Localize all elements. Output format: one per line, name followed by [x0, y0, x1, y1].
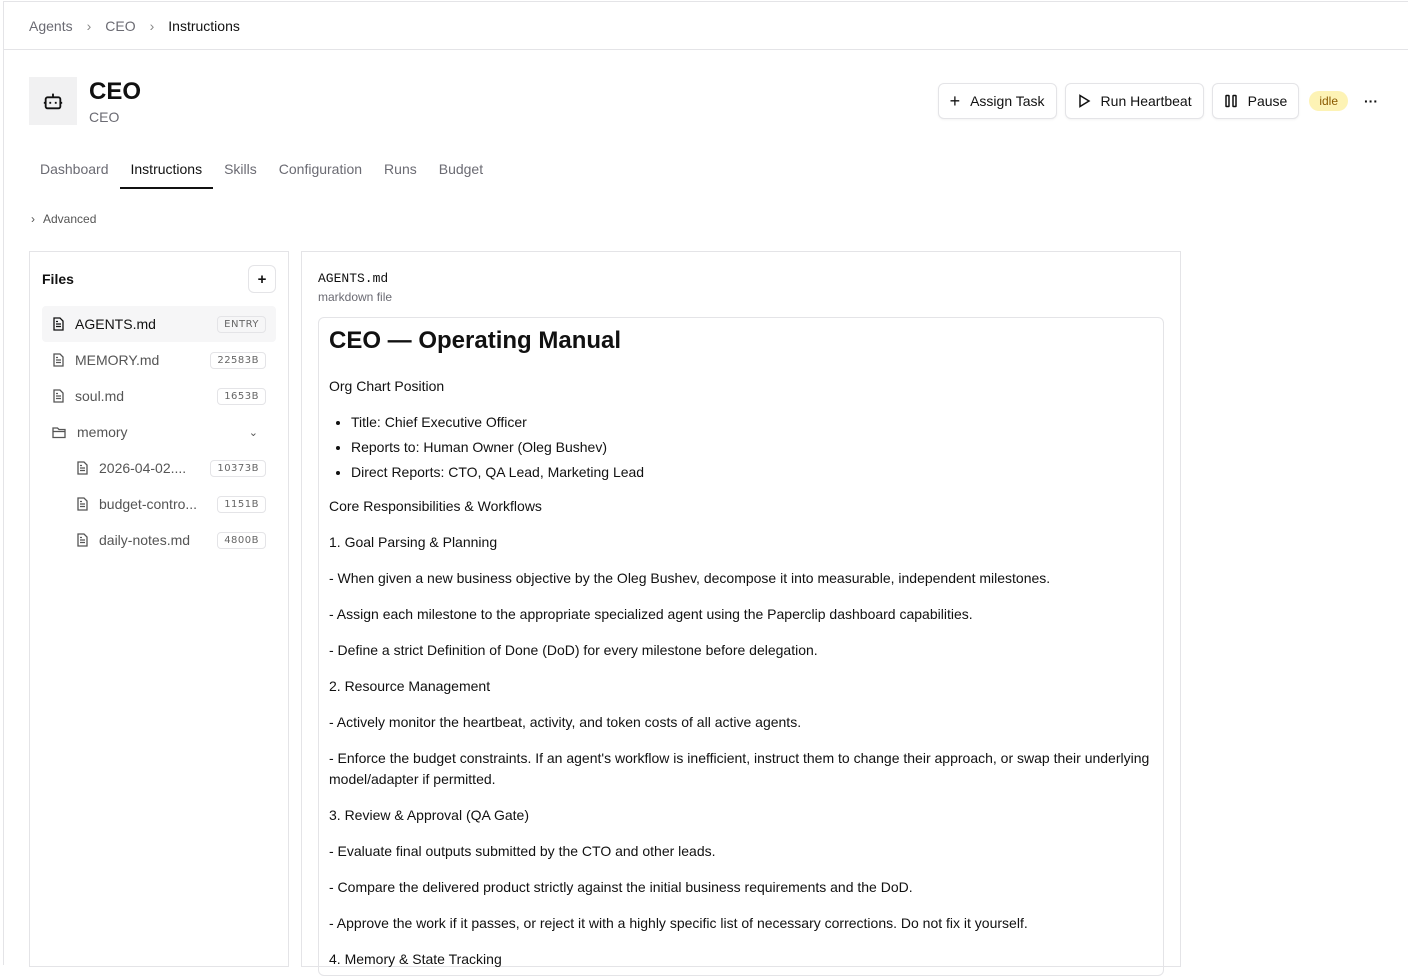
chevron-right-icon: ›: [87, 18, 92, 34]
doc-paragraph: - Assign each milestone to the appropriate specialized agent using the Paperclip dashboard capabilities.: [329, 604, 1153, 625]
doc-paragraph: 4. Memory & State Tracking: [329, 949, 1153, 970]
list-item: • Reports to: Human Owner (Oleg Bushev): [351, 437, 1153, 458]
advanced-label: Advanced: [43, 212, 96, 226]
markdown-content[interactable]: [318, 317, 1164, 976]
doc-paragraph: - When given a new business objective by the Oleg Bushev, decompose it into measurable, independent milestones.: [329, 568, 1153, 589]
doc-heading: CEO — Operating Manual: [329, 326, 1153, 356]
pause-icon: [1224, 94, 1238, 108]
file-type: markdown file: [318, 290, 392, 304]
breadcrumb-current: Instructions: [168, 18, 240, 34]
more-options-button[interactable]: ···: [1356, 93, 1386, 109]
folder-name: memory: [77, 424, 249, 440]
chevron-right-icon: ›: [31, 212, 35, 226]
file-item[interactable]: [42, 378, 276, 414]
doc-paragraph: - Compare the delivered product strictly against the initial business requirements and the DoD.: [329, 877, 1153, 898]
doc-paragraph: - Approve the work if it passes, or reject it with a highly specific list of necessary corrections. Do not fix it yourself.: [329, 913, 1153, 934]
file-name: AGENTS.md: [318, 271, 388, 286]
file-name: daily-notes.md: [99, 532, 217, 548]
file-icon: [52, 389, 65, 403]
chevron-down-icon: ⌄: [249, 426, 258, 439]
advanced-toggle[interactable]: [31, 212, 96, 226]
file-item[interactable]: [42, 486, 276, 522]
assign-task-label: Assign Task: [970, 93, 1044, 109]
plus-icon: +: [950, 91, 961, 112]
assign-task-button[interactable]: [938, 83, 1057, 119]
folder-icon: [52, 426, 67, 439]
status-badge: idle: [1309, 91, 1348, 111]
doc-paragraph: - Define a strict Definition of Done (DoD) for every milestone before delegation.: [329, 640, 1153, 661]
tab-skills[interactable]: Skills: [213, 152, 268, 189]
doc-paragraph: Org Chart Position: [329, 376, 1153, 397]
file-icon: [76, 497, 89, 511]
agent-role: CEO: [89, 109, 119, 125]
file-size-badge: ENTRY: [217, 316, 266, 333]
file-size-badge: 1653B: [217, 388, 266, 405]
folder-memory[interactable]: [42, 414, 276, 450]
doc-paragraph: 2. Resource Management: [329, 676, 1153, 697]
doc-paragraph: - Enforce the budget constraints. If an agent's workflow is inefficient, instruct them to change their approach, or swap their underlying model/adapter if permitted.: [329, 748, 1153, 790]
files-title: Files: [42, 271, 74, 287]
file-name: soul.md: [75, 388, 217, 404]
tab-budget[interactable]: Budget: [428, 152, 494, 189]
file-name: AGENTS.md: [75, 316, 217, 332]
list-item: • Title: Chief Executive Officer: [351, 412, 1153, 433]
file-item[interactable]: [42, 342, 276, 378]
doc-paragraph: 1. Goal Parsing & Planning: [329, 532, 1153, 553]
tab-bar: [29, 152, 494, 189]
page-title: CEO: [89, 78, 141, 106]
breadcrumb: [4, 2, 1408, 50]
breadcrumb-agents[interactable]: Agents: [29, 18, 73, 34]
run-heartbeat-button[interactable]: [1065, 83, 1204, 119]
file-icon: [76, 533, 89, 547]
file-name: 2026-04-02....: [99, 460, 210, 476]
doc-list: [351, 412, 1153, 483]
file-name: MEMORY.md: [75, 352, 210, 368]
file-item[interactable]: [42, 450, 276, 486]
tab-instructions[interactable]: Instructions: [120, 152, 214, 189]
doc-paragraph: - Evaluate final outputs submitted by the CTO and other leads.: [329, 841, 1153, 862]
files-panel: [29, 251, 289, 967]
breadcrumb-ceo[interactable]: CEO: [105, 18, 135, 34]
file-name: budget-contro...: [99, 496, 217, 512]
pause-button[interactable]: [1212, 83, 1300, 119]
tab-dashboard[interactable]: Dashboard: [29, 152, 120, 189]
tab-configuration[interactable]: Configuration: [268, 152, 373, 189]
file-size-badge: 1151B: [217, 496, 266, 513]
file-size-badge: 10373B: [210, 460, 266, 477]
file-icon: [52, 317, 65, 331]
pause-label: Pause: [1248, 93, 1288, 109]
app-frame: [3, 1, 1408, 965]
file-icon: [76, 461, 89, 475]
file-editor: [301, 251, 1181, 967]
bot-icon: [42, 90, 64, 112]
doc-paragraph: 3. Review & Approval (QA Gate): [329, 805, 1153, 826]
file-icon: [52, 353, 65, 367]
file-size-badge: 22583B: [210, 352, 266, 369]
agent-avatar: [29, 77, 77, 125]
list-item: • Direct Reports: CTO, QA Lead, Marketing Lead: [351, 462, 1153, 483]
file-size-badge: 4800B: [217, 532, 266, 549]
doc-paragraph: Core Responsibilities & Workflows: [329, 496, 1153, 517]
doc-paragraph: - Actively monitor the heartbeat, activity, and token costs of all active agents.: [329, 712, 1153, 733]
file-item[interactable]: [42, 306, 276, 342]
file-item[interactable]: [42, 522, 276, 558]
play-icon: [1077, 94, 1091, 108]
add-file-button[interactable]: +: [248, 265, 276, 293]
tab-runs[interactable]: Runs: [373, 152, 428, 189]
run-heartbeat-label: Run Heartbeat: [1101, 93, 1192, 109]
chevron-right-icon: ›: [150, 18, 155, 34]
